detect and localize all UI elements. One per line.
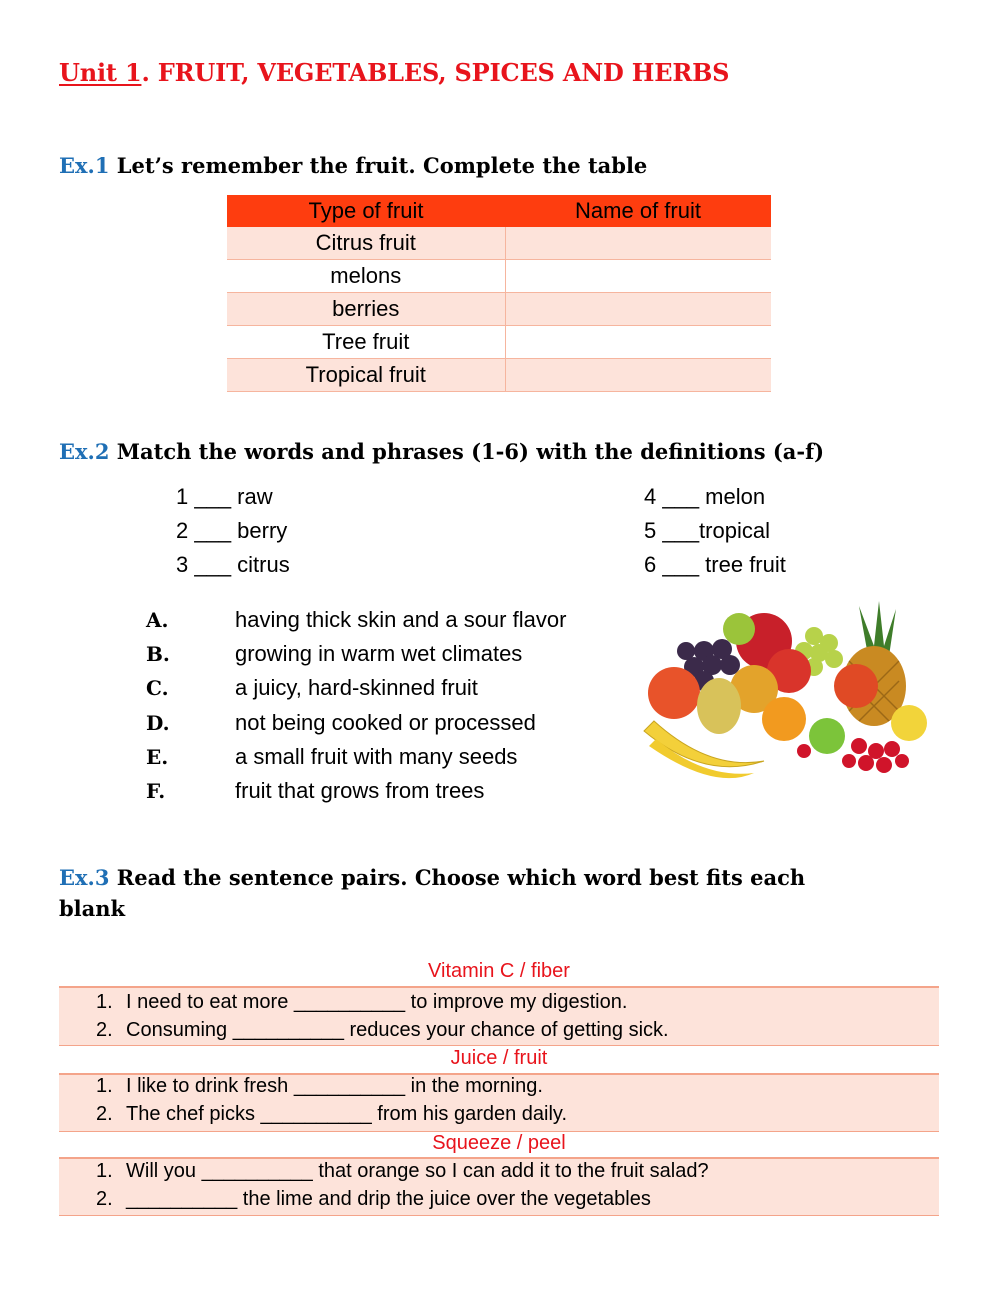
table-row	[227, 227, 771, 260]
sentence	[96, 1188, 651, 1211]
pair-header: Juice / fruit	[450, 1047, 548, 1069]
definition-letter: C.	[146, 676, 169, 700]
sentence-text: I need to eat more __________ to improve my digestion.	[126, 991, 628, 1013]
definition-row	[146, 675, 478, 701]
table-row	[227, 293, 771, 326]
page-title	[59, 58, 729, 87]
pair-header: Squeeze / peel	[432, 1132, 566, 1154]
match-word: 1 ___ raw	[176, 484, 273, 509]
title-text: . FRUIT, VEGETABLES, SPICES AND HERBS	[141, 58, 730, 87]
sentence	[96, 991, 627, 1014]
sentence-number: 1.	[96, 1160, 113, 1182]
table-row	[227, 260, 771, 293]
ex2-heading	[59, 436, 824, 467]
answer-cell[interactable]	[505, 293, 771, 326]
pair-header: Vitamin C / fiber	[428, 960, 570, 982]
header-type: Type of fruit	[227, 195, 505, 227]
unit-label: Unit 1	[59, 58, 142, 87]
orange-center	[762, 697, 806, 741]
match-word: 5 ___tropical	[644, 518, 770, 543]
green-apple-small	[723, 613, 755, 645]
sentence	[96, 1160, 709, 1183]
ex3-number: Ex.3	[59, 865, 110, 890]
ex1-heading	[59, 150, 647, 181]
sentence-number: 2.	[96, 1103, 113, 1125]
definition-row	[146, 744, 517, 770]
sentence-text: __________ the lime and drip the juice over the vegetables	[126, 1188, 651, 1210]
header-name: Name of fruit	[505, 195, 771, 227]
sentence	[96, 1019, 669, 1042]
definition-letter: E.	[146, 745, 169, 769]
fruit-type-cell: Citrus fruit	[227, 227, 505, 260]
ex3-instruction-cont: blank	[59, 896, 126, 921]
sentence-number: 2.	[96, 1019, 113, 1041]
lemon	[891, 705, 927, 741]
answer-cell[interactable]	[505, 260, 771, 293]
fruit-type-cell: Tree fruit	[227, 326, 505, 359]
pear	[697, 678, 741, 734]
definition-text: a juicy, hard-skinned fruit	[235, 675, 478, 700]
answer-cell[interactable]	[505, 227, 771, 260]
definition-text: having thick skin and a sour flavor	[235, 607, 567, 632]
fruit-type-cell: melons	[227, 260, 505, 293]
definition-row	[146, 710, 536, 736]
sentence	[96, 1103, 567, 1126]
ex2-number: Ex.2	[59, 439, 110, 464]
definition-row	[146, 641, 522, 667]
ex3-instruction: Read the sentence pairs. Choose which word best fits each	[109, 865, 806, 890]
sentence-text: Consuming __________ reduces your chance of getting sick.	[126, 1019, 669, 1041]
fruit-type-cell: berries	[227, 293, 505, 326]
fruit-type-cell: Tropical fruit	[227, 359, 505, 392]
definition-letter: D.	[146, 711, 170, 735]
fruit-pile-image	[634, 601, 932, 783]
definition-text: not being cooked or processed	[235, 710, 536, 735]
sentence	[96, 1075, 543, 1098]
answer-cell[interactable]	[505, 359, 771, 392]
match-word: 3 ___ citrus	[176, 552, 290, 577]
ex1-number: Ex.1	[59, 153, 110, 178]
match-word: 6 ___ tree fruit	[644, 552, 786, 577]
ex2-instruction: Match the words and phrases (1-6) with the definitions (a-f)	[109, 439, 825, 464]
answer-cell[interactable]	[505, 326, 771, 359]
sentence-text: Will you __________ that orange so I can add it to the fruit salad?	[126, 1160, 709, 1182]
definition-text: fruit that grows from trees	[235, 778, 485, 803]
table-row	[227, 359, 771, 392]
sentence-number: 1.	[96, 991, 113, 1013]
orange-left	[648, 667, 700, 719]
definition-text: growing in warm wet climates	[235, 641, 523, 666]
fruit-table	[227, 195, 771, 392]
match-word: 4 ___ melon	[644, 484, 766, 509]
peach	[834, 664, 878, 708]
ex1-instruction: Let’s remember the fruit. Complete the table	[109, 153, 648, 178]
definition-row	[146, 607, 566, 633]
definition-letter: A.	[146, 608, 169, 632]
ex3-heading	[59, 862, 805, 924]
sentence-number: 1.	[96, 1075, 113, 1097]
green-apple	[809, 718, 845, 754]
definition-letter: F.	[146, 779, 166, 803]
sentence-text: I like to drink fresh __________ in the morning.	[126, 1075, 543, 1097]
sentence-number: 2.	[96, 1188, 113, 1210]
table-header-row	[227, 195, 771, 227]
sentence-text: The chef picks __________ from his garden daily.	[126, 1103, 568, 1125]
table-row	[227, 326, 771, 359]
match-word: 2 ___ berry	[176, 518, 288, 543]
definition-letter: B.	[146, 642, 170, 666]
definition-row	[146, 778, 484, 804]
definition-text: a small fruit with many seeds	[235, 744, 518, 769]
